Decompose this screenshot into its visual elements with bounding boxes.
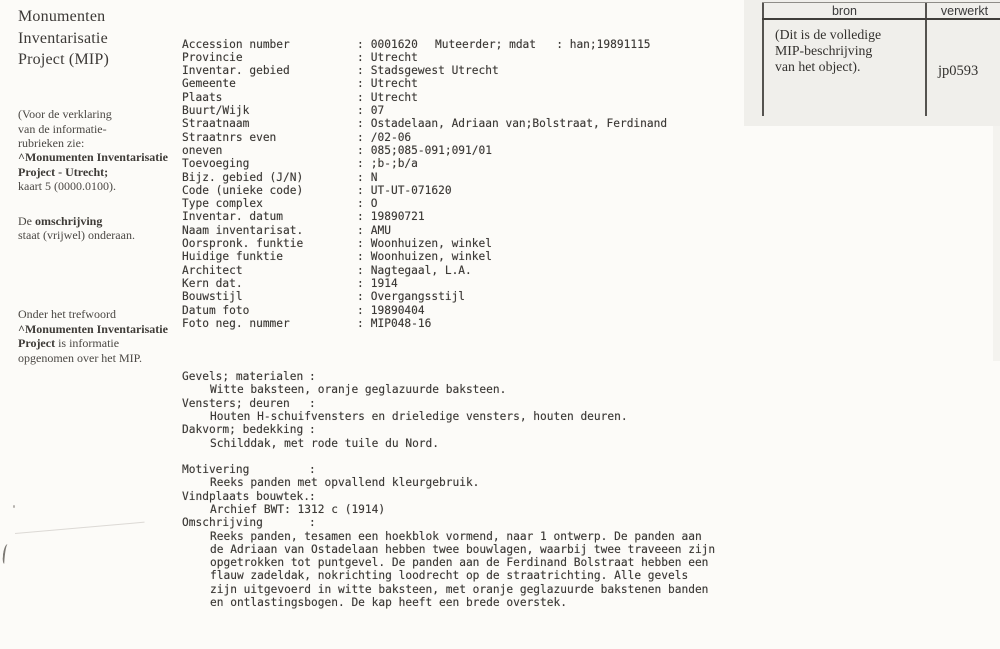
field-row [182, 51, 715, 64]
field-separator: : [357, 143, 364, 157]
field-row [182, 317, 715, 330]
field-value: AMU [370, 223, 391, 237]
field-label: Straatnrs even [182, 130, 277, 144]
field-separator: : [357, 117, 364, 131]
field-separator: : [357, 276, 364, 290]
field-separator: : [357, 37, 364, 51]
note-text: is informatie [55, 336, 120, 351]
field-row [182, 38, 715, 51]
field-value: 19890404 [370, 303, 425, 317]
stamp-note-line: van het object). [775, 59, 861, 74]
section-header [182, 516, 715, 529]
field-separator: : [357, 183, 364, 197]
field-value: Utrecht [370, 77, 418, 91]
field-label: Inventar. datum [182, 210, 284, 224]
stamp-note-line: (Dit is de volledige [775, 27, 882, 42]
note-text: Project - Utrecht; [18, 164, 109, 179]
document-section [182, 397, 715, 424]
note-line [18, 228, 178, 242]
field-label: Buurt/Wijk [182, 104, 250, 118]
field-label: Datum foto [182, 303, 250, 317]
field-row [182, 131, 715, 144]
field-value: Woonhuizen, winkel [370, 237, 492, 251]
field-label: Code (unieke code) [182, 183, 304, 197]
field-separator: : [357, 90, 364, 104]
stamp-note-line: MIP-beschrijving [775, 43, 873, 58]
field-row [182, 250, 715, 263]
field-row [182, 264, 715, 277]
note-text: staat (vrijwel) onderaan. [18, 227, 135, 242]
field-value: Nagtegaal, L.A. [370, 263, 472, 277]
field-label: Accession number [182, 37, 290, 51]
note-line [18, 107, 178, 121]
field-row [182, 64, 715, 77]
sidebar-note-explanation [18, 107, 178, 193]
field-label: Huidige funktie [182, 250, 284, 264]
field-row [182, 184, 715, 197]
title-line: Inventarisatie [18, 29, 108, 47]
note-text: Onder het trefwoord [18, 307, 116, 322]
section-label: Omschrijving [182, 516, 263, 530]
field-list [182, 38, 715, 331]
field-value: /02-06 [370, 130, 412, 144]
section-label: Motivering [182, 463, 250, 477]
section-text-line: Schilddak, met rode tuile du Nord. [210, 436, 440, 450]
muteerder-note: Muteerder; mdat : han;19891115 [435, 37, 651, 51]
field-separator: : [357, 316, 364, 330]
field-row [182, 197, 715, 210]
field-label: Bouwstijl [182, 290, 243, 304]
section-separator: : [309, 516, 316, 530]
stamp-code: jp0593 [938, 63, 979, 79]
field-label: Inventar. gebied [182, 64, 290, 78]
title-line: Monumenten [18, 8, 106, 25]
sidebar [18, 6, 178, 365]
field-value: Stadsgewest Utrecht [370, 64, 499, 78]
field-separator: : [357, 290, 364, 304]
section-list [182, 370, 715, 609]
field-row [182, 224, 715, 237]
field-row [182, 157, 715, 170]
stamp-header-bron: bron [831, 4, 858, 18]
section-text-line: Archief BWT: 1312 c (1914) [210, 502, 386, 516]
section-text-line: flauw zadeldak, nokrichting loodrecht op de straatrichting. Alle gevels [210, 569, 689, 583]
section-separator: : [309, 396, 316, 410]
note-text: ^Monumenten Inventarisatie [18, 321, 168, 336]
field-value: Utrecht [370, 50, 418, 64]
field-row [182, 77, 715, 90]
note-text: (Voor de verklaring [18, 107, 112, 122]
note-line [18, 351, 178, 365]
field-row [182, 171, 715, 184]
section-text-line: Reeks panden met opvallend kleurgebruik. [210, 476, 480, 490]
section-header [182, 463, 715, 476]
section-separator: : [309, 489, 316, 503]
note-text: van de informatie- [18, 121, 107, 136]
field-separator: : [357, 250, 364, 264]
field-label: Plaats [182, 90, 223, 104]
field-value: Overgangsstijl [370, 290, 466, 304]
document-section [182, 370, 715, 397]
field-value: O [370, 197, 378, 211]
field-label: Oorspronk. funktie [182, 237, 304, 251]
note-text: rubrieken zie: [18, 135, 85, 150]
note-line [18, 179, 178, 193]
section-text-line: de Adriaan van Ostadelaan hebben twee bouwlagen, waarbij twee traveeen zijn [210, 542, 716, 556]
note-line [18, 336, 178, 350]
field-separator: : [357, 130, 364, 144]
section-text-line: Houten H-schuifvensters en drieledige vensters, houten deuren. [210, 409, 628, 423]
section-text-line: Reeks panden, tesamen een hoekblok vormend, naar 1 ontwerp. De panden aan [210, 529, 702, 543]
scan-artifact-scratch [15, 522, 145, 534]
field-row [182, 277, 715, 290]
field-label: Straatnaam [182, 117, 250, 131]
section-header [182, 423, 715, 436]
field-row [182, 237, 715, 250]
note-line [18, 214, 178, 228]
document-section [182, 423, 715, 450]
field-label: Type complex [182, 197, 263, 211]
field-label: Toevoeging [182, 157, 250, 171]
field-separator: : [357, 77, 364, 91]
section-separator: : [309, 463, 316, 477]
field-separator: : [357, 197, 364, 211]
field-value: ;b-;b/a [370, 157, 418, 171]
field-row [182, 304, 715, 317]
field-label: Gemeente [182, 77, 236, 91]
note-line [18, 122, 178, 136]
field-label: Bijz. gebied (J/N) [182, 170, 304, 184]
section-header [182, 490, 715, 503]
field-row [182, 290, 715, 303]
stamp-note [775, 27, 881, 75]
field-separator: : [357, 223, 364, 237]
field-separator: : [357, 210, 364, 224]
document-section [182, 490, 715, 517]
field-separator: : [357, 64, 364, 78]
section-header [182, 370, 715, 383]
section-header [182, 397, 715, 410]
field-separator: : [357, 263, 364, 277]
field-value: N [370, 170, 378, 184]
stamp-header-verwerkt: verwerkt [940, 4, 989, 18]
field-label: Provincie [182, 50, 243, 64]
field-row [182, 210, 715, 223]
note-text: omschrijving [35, 213, 103, 228]
section-text-line: opgetrokken tot puntgevel. De panden aan de Ferdinand Bolstraat hebben een [210, 556, 709, 570]
note-line [18, 322, 178, 336]
field-row [182, 104, 715, 117]
section-separator: : [309, 423, 316, 437]
field-label: Foto neg. nummer [182, 316, 290, 330]
page-title [18, 6, 178, 71]
field-value: 19890721 [370, 210, 425, 224]
section-text-line: en ontlastingsbogen. De kap heeft een brede overstek. [210, 596, 567, 610]
section-label: Dakvorm; bedekking [182, 423, 304, 437]
note-line [18, 307, 178, 321]
sidebar-note-omschrijving [18, 214, 178, 243]
field-separator: : [357, 237, 364, 251]
field-label: Architect [182, 263, 243, 277]
field-separator: : [357, 104, 364, 118]
section-label: Vensters; deuren [182, 396, 290, 410]
scan-artifact-mark [2, 544, 10, 565]
field-value: 1914 [370, 276, 398, 290]
note-text: kaart 5 (0000.0100). [18, 179, 116, 194]
section-text-line: Witte baksteen, oranje geglazuurde baksteen. [210, 383, 507, 397]
note-line [18, 136, 178, 150]
scan-edge-shadow [993, 126, 1000, 361]
field-value: UT-UT-071620 [370, 183, 452, 197]
scan-artifact-speck [13, 505, 15, 508]
note-text: opgenomen over het MIP. [18, 350, 142, 365]
note-line [18, 150, 178, 164]
section-label: Vindplaats bouwtek. [182, 489, 310, 503]
note-text: Project [18, 336, 56, 351]
field-separator: : [357, 157, 364, 171]
field-value: Utrecht [370, 90, 418, 104]
sidebar-note-trefwoord [18, 307, 178, 365]
field-value: 085;085-091;091/01 [370, 143, 492, 157]
field-separator: : [357, 50, 364, 64]
section-label: Gevels; materialen [182, 370, 304, 384]
field-separator: : [357, 170, 364, 184]
document-section [182, 516, 715, 609]
field-label: Kern dat. [182, 276, 243, 290]
field-value: MIP048-16 [370, 316, 432, 330]
field-row [182, 117, 715, 130]
document-section [182, 463, 715, 490]
field-label: oneven [182, 143, 223, 157]
stamp-table [762, 2, 1000, 116]
field-row [182, 144, 715, 157]
field-label: Naam inventarisat. [182, 223, 304, 237]
note-text: De [18, 213, 35, 228]
field-value: 07 [370, 104, 385, 118]
note-text: ^Monumenten Inventarisatie [18, 150, 168, 165]
typewriter-record [182, 11, 715, 636]
section-separator: : [309, 370, 316, 384]
field-row [182, 91, 715, 104]
note-line [18, 165, 178, 179]
title-line: Project (MIP) [18, 51, 110, 69]
field-value: 0001620 [370, 37, 418, 51]
field-value: Woonhuizen, winkel [370, 250, 492, 264]
section-text-line: zijn uitgevoerd in witte baksteen, met oranje geglazuurde bakstenen banden [210, 582, 709, 596]
field-value: Ostadelaan, Adriaan van;Bolstraat, Ferdinand [370, 117, 668, 131]
field-separator: : [357, 303, 364, 317]
